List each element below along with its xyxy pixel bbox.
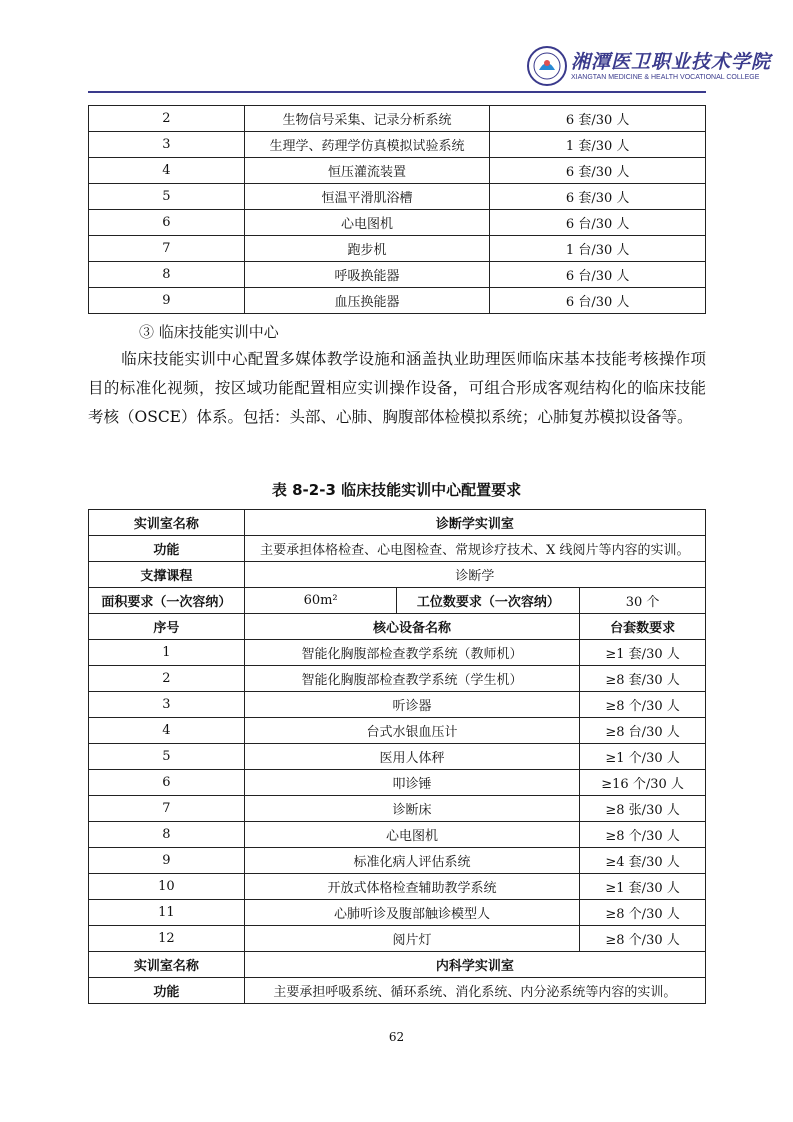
table-row	[89, 666, 706, 692]
function-text: 主要承担体格检查、心电图检查、常规诊疗技术、X 线阅片等内容的实训。	[244, 536, 705, 562]
equipment-name: 生理学、药理学仿真模拟试验系统	[244, 132, 490, 158]
table-row	[89, 822, 706, 848]
table-row	[89, 692, 706, 718]
equipment-name: 医用人体秤	[244, 744, 579, 770]
row-number: 5	[89, 184, 245, 210]
table-row	[89, 718, 706, 744]
equipment-name: 心电图机	[244, 822, 579, 848]
top-table-body	[89, 106, 706, 314]
equipment-quantity: ≥8 张/30 人	[580, 796, 706, 822]
equipment-name: 智能化胸腹部检查教学系统（教师机）	[244, 640, 579, 666]
row-number: 1	[89, 640, 245, 666]
function-row	[89, 536, 706, 562]
table-row	[89, 926, 706, 952]
row-number: 2	[89, 106, 245, 132]
col-qty-header: 台套数要求	[580, 614, 706, 640]
equipment-quantity: ≥1 套/30 人	[580, 640, 706, 666]
equipment-name: 心电图机	[244, 210, 490, 236]
equipment-quantity: 1 套/30 人	[490, 132, 706, 158]
college-logo	[527, 46, 771, 86]
equipment-name: 恒压灌流装置	[244, 158, 490, 184]
table-row	[89, 262, 706, 288]
equipment-name: 叩诊锤	[244, 770, 579, 796]
area-row	[89, 588, 706, 614]
room2-name-row	[89, 952, 706, 978]
equipment-name: 跑步机	[244, 236, 490, 262]
equipment-name: 心肺听诊及腹部触诊模型人	[244, 900, 579, 926]
table-row	[89, 288, 706, 314]
function2-text: 主要承担呼吸系统、循环系统、消化系统、内分泌系统等内容的实训。	[244, 978, 705, 1004]
equipment-name: 台式水银血压计	[244, 718, 579, 744]
course-text: 诊断学	[244, 562, 705, 588]
equipment-name: 阅片灯	[244, 926, 579, 952]
row-number: 8	[89, 822, 245, 848]
page-number: 62	[388, 1030, 405, 1044]
section-paragraph	[88, 345, 706, 432]
equipment-name: 生物信号采集、记录分析系统	[244, 106, 490, 132]
row-number: 6	[89, 210, 245, 236]
table-row	[89, 158, 706, 184]
row-number: 3	[89, 132, 245, 158]
function2-row	[89, 978, 706, 1004]
table-row	[89, 640, 706, 666]
col-no-header: 序号	[89, 614, 245, 640]
equipment-name: 恒温平滑肌浴槽	[244, 184, 490, 210]
equipment-quantity: 6 台/30 人	[490, 262, 706, 288]
course-row	[89, 562, 706, 588]
clinical-skills-table	[88, 509, 706, 1004]
col-name-header: 核心设备名称	[244, 614, 579, 640]
equipment-name: 智能化胸腹部检查教学系统（学生机）	[244, 666, 579, 692]
equipment-name: 听诊器	[244, 692, 579, 718]
row-number: 9	[89, 288, 245, 314]
row-number: 7	[89, 236, 245, 262]
row-number: 7	[89, 796, 245, 822]
row-number: 5	[89, 744, 245, 770]
section-paragraph-text: 临床技能实训中心配置多媒体教学设施和涵盖执业助理医师临床基本技能考核操作项目的标准化视频，按区域功能配置相应实训操作设备，可组合形成客观结构化的临床技能考核（OSCE）体系。包括：头部、心肺、胸腹部体检模拟系统；心肺复苏模拟设备等。	[88, 350, 706, 426]
school-name-cn: 湘潭医卫职业技术学院	[571, 50, 772, 73]
function2-label: 功能	[89, 978, 245, 1004]
college-seal-icon	[527, 46, 567, 86]
row-number: 10	[89, 874, 245, 900]
row-number: 8	[89, 262, 245, 288]
room2-label: 实训室名称	[89, 952, 245, 978]
table-row	[89, 184, 706, 210]
course-label: 支撑课程	[89, 562, 245, 588]
equipment-quantity: 6 台/30 人	[490, 288, 706, 314]
row-number: 4	[89, 718, 245, 744]
row-number: 11	[89, 900, 245, 926]
equipment-quantity: ≥4 套/30 人	[580, 848, 706, 874]
room-name-row	[89, 510, 706, 536]
function-label: 功能	[89, 536, 245, 562]
row-number: 4	[89, 158, 245, 184]
table-row	[89, 770, 706, 796]
equipment-quantity: 1 台/30 人	[490, 236, 706, 262]
table-row	[89, 848, 706, 874]
table-row	[89, 210, 706, 236]
equipment-quantity: ≥1 个/30 人	[580, 744, 706, 770]
room-label: 实训室名称	[89, 510, 245, 536]
equipment-quantity: ≥8 套/30 人	[580, 666, 706, 692]
section-heading: ③ 临床技能实训中心	[139, 323, 279, 341]
main-table-body	[89, 640, 706, 952]
equipment-name: 标准化病人评估系统	[244, 848, 579, 874]
equipment-quantity: 6 台/30 人	[490, 210, 706, 236]
equipment-quantity: ≥8 台/30 人	[580, 718, 706, 744]
equipment-quantity: 6 套/30 人	[490, 106, 706, 132]
equipment-quantity: ≥8 个/30 人	[580, 900, 706, 926]
stations-value: 30 个	[580, 588, 706, 614]
equipment-name: 呼吸换能器	[244, 262, 490, 288]
equipment-quantity: ≥8 个/30 人	[580, 926, 706, 952]
table-row	[89, 874, 706, 900]
row-number: 6	[89, 770, 245, 796]
equipment-name: 血压换能器	[244, 288, 490, 314]
table-row	[89, 106, 706, 132]
table-row	[89, 236, 706, 262]
area-label: 面积要求（一次容纳）	[89, 588, 245, 614]
row-number: 9	[89, 848, 245, 874]
room2-name: 内科学实训室	[244, 952, 705, 978]
header-rule	[88, 91, 706, 93]
table-row	[89, 900, 706, 926]
equipment-quantity: ≥16 个/30 人	[580, 770, 706, 796]
table-row	[89, 796, 706, 822]
school-name-en: XIANGTAN MEDICINE & HEALTH VOCATIONAL COLLEGE	[571, 73, 760, 81]
column-header-row	[89, 614, 706, 640]
row-number: 3	[89, 692, 245, 718]
equipment-quantity: ≥8 个/30 人	[580, 822, 706, 848]
room-name: 诊断学实训室	[244, 510, 705, 536]
equipment-quantity: ≥1 套/30 人	[580, 874, 706, 900]
table-caption: 表 8-2-3 临床技能实训中心配置要求	[271, 481, 522, 499]
table-row	[89, 132, 706, 158]
stations-label: 工位数要求（一次容纳）	[397, 588, 580, 614]
equipment-quantity: 6 套/30 人	[490, 184, 706, 210]
row-number: 2	[89, 666, 245, 692]
equipment-name: 诊断床	[244, 796, 579, 822]
equipment-name: 开放式体格检查辅助教学系统	[244, 874, 579, 900]
equipment-quantity: ≥8 个/30 人	[580, 692, 706, 718]
top-equipment-table	[88, 105, 706, 314]
area-value: 60m²	[244, 588, 397, 614]
equipment-quantity: 6 套/30 人	[490, 158, 706, 184]
row-number: 12	[89, 926, 245, 952]
table-row	[89, 744, 706, 770]
